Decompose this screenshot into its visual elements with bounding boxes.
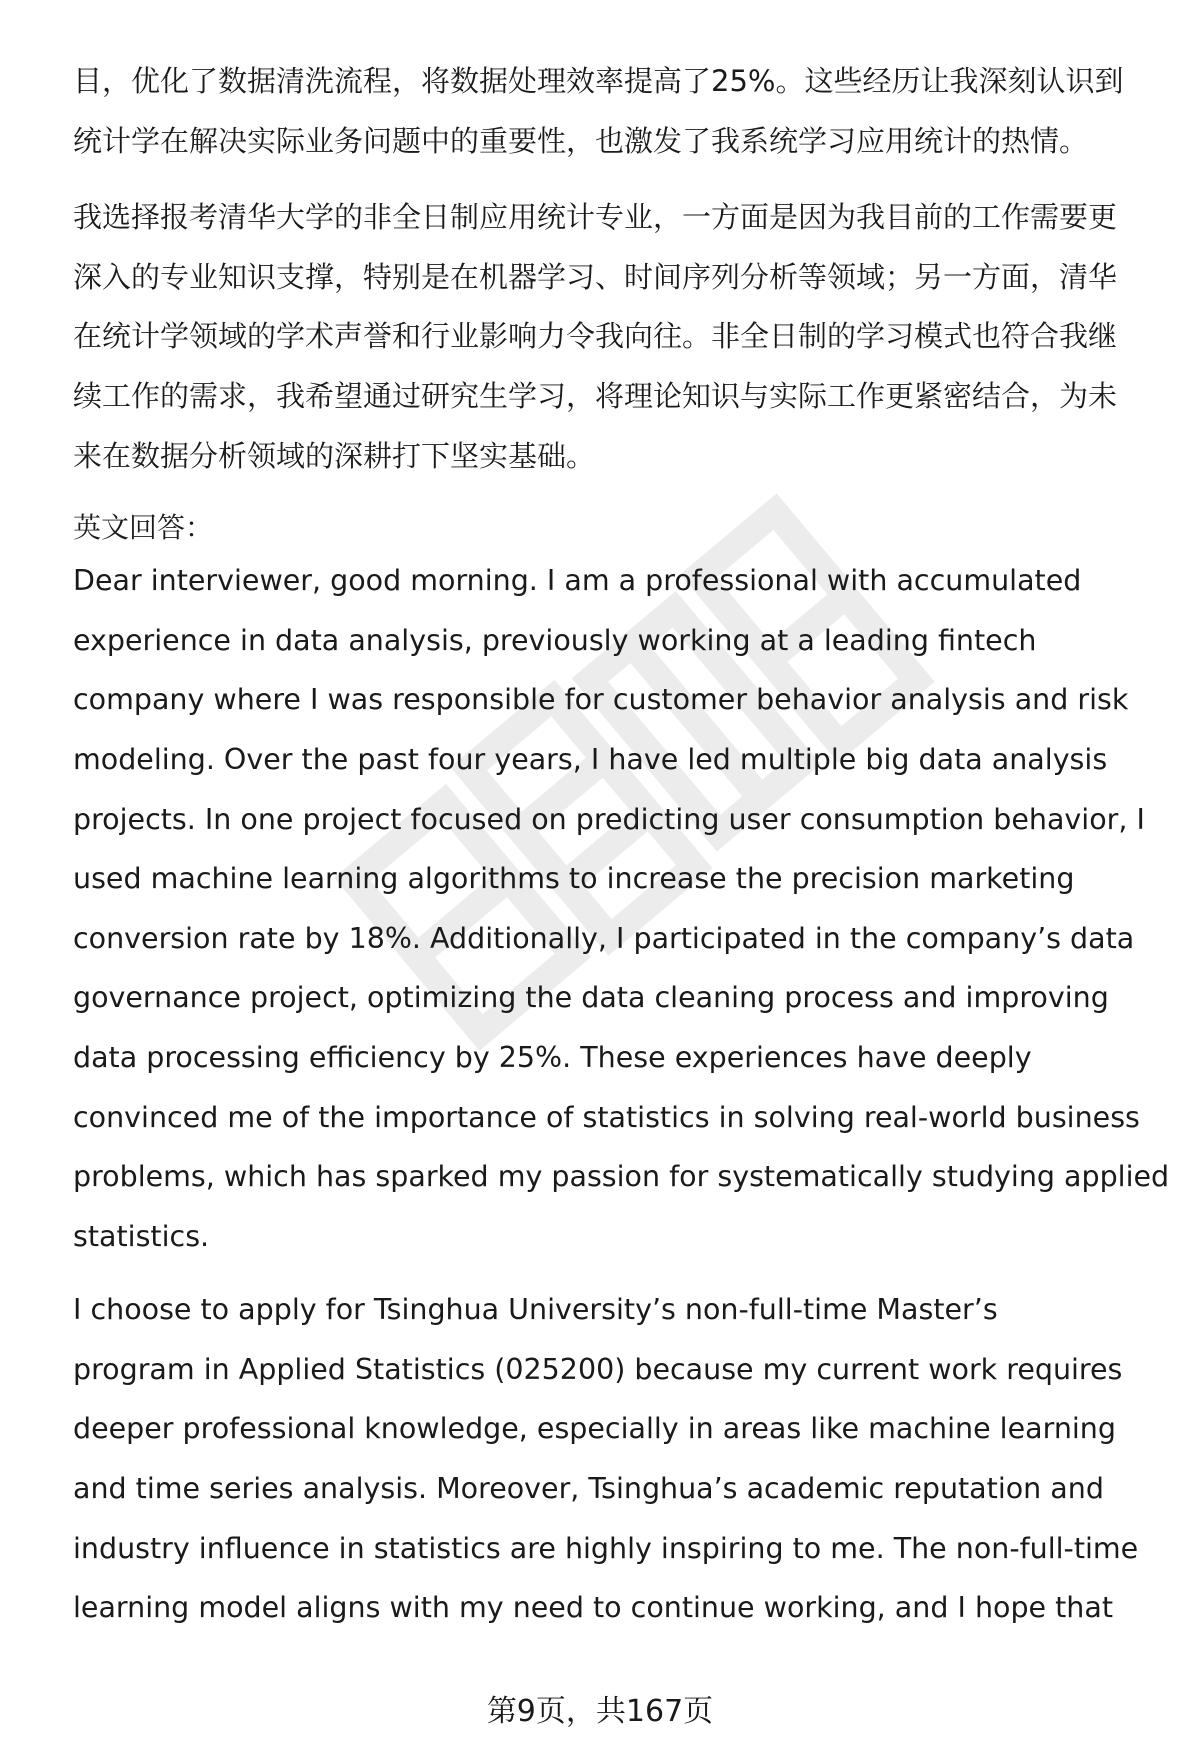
text-line: 统计学在解决实际业务问题中的重要性，也激发了我系统学习应用统计的热情。 [73,123,1089,158]
text-line: used machine learning algorithms to increase the precision marketing [73,862,1075,896]
text-line: data processing efficiency by 25%. These experiences have deeply [73,1040,1032,1074]
text-line: Dear interviewer, good morning. I am a professional with accumulated [73,564,1082,598]
text-line: projects. In one project focused on predicting user consumption behavior, I [73,802,1145,836]
document-body [73,52,1170,1638]
text-line: learning model aligns with my need to continue working, and I hope that [73,1591,1113,1625]
text-line: deeper professional knowledge, especially in areas like machine learning [73,1412,1116,1446]
text-line: conversion rate by 18%. Additionally, I participated in the company’s data [73,921,1135,955]
text-line: program in Applied Statistics (025200) because my current work requires [73,1352,1123,1386]
en-paragraph-1 [73,551,1170,1266]
text-line: 深入的专业知识支撑，特别是在机器学习、时间序列分析等领域；另一方面，清华 [73,259,1118,294]
zh-paragraph-1 [73,52,1163,171]
page-number-footer: 第9页，共167页 [486,1694,714,1729]
text-line: experience in data analysis, previously working at a leading fintech [73,623,1037,657]
zh-paragraph-2 [73,188,1163,486]
text-line: problems, which has sparked my passion for systematically studying applied [73,1160,1170,1194]
text-line: 在统计学领域的学术声誉和行业影响力令我向往。非全日制的学习模式也符合我继 [73,319,1118,354]
text-line: 来在数据分析领域的深耕打下坚实基础。 [73,438,596,473]
section-heading: 英文回答： [73,511,214,545]
text-line: statistics. [73,1219,210,1253]
en-paragraph-2 [73,1280,1163,1638]
text-line: industry influence in statistics are highly inspiring to me. The non-full-time [73,1531,1139,1565]
text-line: company where I was responsible for customer behavior analysis and risk [73,683,1129,717]
text-line: modeling. Over the past four years, I have led multiple big data analysis [73,742,1108,776]
text-line: 续工作的需求，我希望通过研究生学习，将理论知识与实际工作更紧密结合，为未 [73,378,1118,413]
text-line: convinced me of the importance of statistics in solving real-world business [73,1100,1140,1134]
text-line: 目，优化了数据清洗流程，将数据处理效率提高了25%。这些经历让我深刻认识到 [73,64,1124,98]
text-line: and time series analysis. Moreover, Tsinghua’s academic reputation and [73,1472,1104,1506]
text-line: governance project, optimizing the data cleaning process and improving [73,981,1109,1015]
text-line: 我选择报考清华大学的非全日制应用统计专业，一方面是因为我目前的工作需要更 [73,200,1118,235]
text-line: I choose to apply for Tsinghua University’s non-full-time Master’s [73,1293,998,1327]
